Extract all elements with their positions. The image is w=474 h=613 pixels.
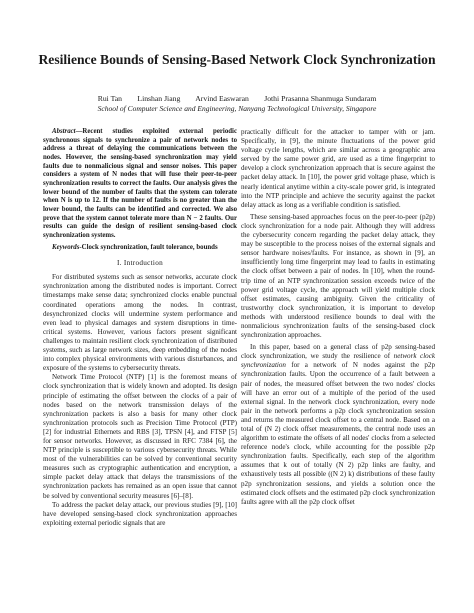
intro-paragraph-1: For distributed systems such as sensor networks, accurate clock synchronization among the distributed nodes is important. Correct timestamps make sense data; synchronized clocks enable punctual coordinated operations among the nodes. In contrast, desynchronized clocks will undermine system performance and even lead to physical damages and system disruptions in time-critical systems. However, various factors present significant challenges to maintain resilient clock synchronization of distributed systems, such as large network sizes, deep embedding of the nodes into complex physical environments with various disturbances, and exposure of the systems to cybersecurity threats. [43, 273, 237, 373]
body-paragraph-3 [241, 343, 435, 507]
abstract-text: —Recent studies exploited external periodic synchronous signals to synchronize a pair of network nodes to address a threat of delaying the communications between the nodes. However, the sensing-based synchronization may yield faults due to nonmalicious signal and sensor noises. This paper considers a system of N nodes that will fuse their peer-to-peer synchronization results to correct the faults. Our analysis gives the lower bound of the number of faults that the system can tolerate when N is up to 12. If the number of faults is no greater than the lower bound, the faults can be identified and corrected. We also prove that the system cannot tolerate more than N − 2 faults. Our results can guide the design of resilient sensing-based clock synchronization systems. [43, 128, 237, 239]
body-paragraph-3-rest: for a network of N nodes against the p2p synchronization faults. Upon the occurrence of a fault between a pair of nodes, the measured offset between the two nodes' clocks will have an error out of a multiple of the period of the used external signal. In the network clock synchronization, every node pair in the network performs a p2p clock synchronization session and returns the measured clock offset to a central node. Based on a total of (N 2) clock offset measurements, the central node uses an algorithm to estimate the offsets of all nodes' clocks from a selected reference node's clock, while accounting for the possible p2p synchronization faults. Specifically, each step of the algorithm assumes that k out of totally (N 2) p2p links are faulty, and exhaustively tests all possible ((N 2) k) distributions of these faulty p2p synchronization sessions, and yields a solution once the estimated clock offsets and the estimated p2p clock synchronization faults agree with all the p2p clock offset [241, 361, 435, 506]
paper-title: Resilience Bounds of Sensing-Based Network Clock Synchronization [38, 52, 436, 67]
intro-paragraph-3: To address the packet delay attack, our previous studies [9], [10] have developed sensing-based clock synchronization approaches exploiting external periodic signals that are [43, 500, 237, 527]
body-paragraph-1: practically difficult for the attacker to tamper with or jam. Specifically, in [9], the minute fluctuations of the power grid voltage cycle lengths, which are similar across a geographic area served by the same power grid, are used as a time fingerprint to develop a clock synchronization approach that is secure against the packet delay attack. In [10], the power grid voltage phase, which is nearly identical anytime within a city-scale power grid, is integrated into the NTP principle and achieve the security against the packet delay attack as long as a verifiable condition is satisfied. [241, 128, 435, 209]
defined-term: network clock synchronization [241, 352, 435, 370]
keywords [43, 244, 237, 253]
body-paragraph-3-start: In this paper, based on a general class of p2p sensing-based clock synchronization, we study the resilience of [241, 343, 435, 361]
abstract-label: Abstract [52, 128, 76, 135]
body-paragraph-2: These sensing-based approaches focus on the peer-to-peer (p2p) clock synchronization for a node pair. Although they will address the cybersecurity concern regarding the packet delay attack, they may be susceptible to the process noises of the external signals and sensor hardware noises/faults. For instance, as shown in [9], an insufficiently long time fingerprint may lead to faults in estimating the clock offset between a pair of nodes. In [10], when the round-trip time of an NTP synchronization session exceeds twice of the power grid voltage cycle, the approach will yield multiple clock offset estimates, causing ambiguity. Given the criticality of trustworthy clock synchronization, it is important to develop methods with understood resilience bounds to deal with the nonmalicious synchronization faults of the sensing-based clock synchronization approaches. [241, 212, 435, 340]
abstract [43, 128, 237, 241]
keywords-text: -Clock synchronization, fault tolerance, bounds [79, 243, 218, 251]
section-heading: I. Introduction [116, 259, 164, 268]
right-column [241, 128, 435, 507]
keywords-label: Keywords [52, 243, 80, 251]
left-column [43, 128, 237, 528]
affiliation: School of Computer Science and Engineering, Nanyang Technological University, Singapore [97, 104, 377, 113]
intro-paragraph-2: Network Time Protocol (NTP) [1] is the foremost means of clock synchronization that is widely known and adopted. Its design principle of estimating the offset between the clocks of a pair of nodes based on the network transmission delays of the synchronization packets is also a basis for many other clock synchronization protocols such as Precision Time Protocol (PTP) [2] for industrial Ethernets and RBS [3], TPSN [4], and FTSP [5] for sensor networks. However, as discussed in RFC 7384 [6], the NTP principle is susceptible to various cybersecurity threats. While most of the vulnerabilities can be solved by conventional security measures such as cryptographic authentication and encryption, a simple packet delay attack that delays the transmissions of the synchronization packets has remained as an open issue that cannot be solved by conventional security measures [6]–[8]. [43, 373, 237, 500]
author-list: Rui Tan Linshan Jiang Arvind Easwaran Jothi Prasanna Shanmuga Sundaram [97, 94, 377, 103]
